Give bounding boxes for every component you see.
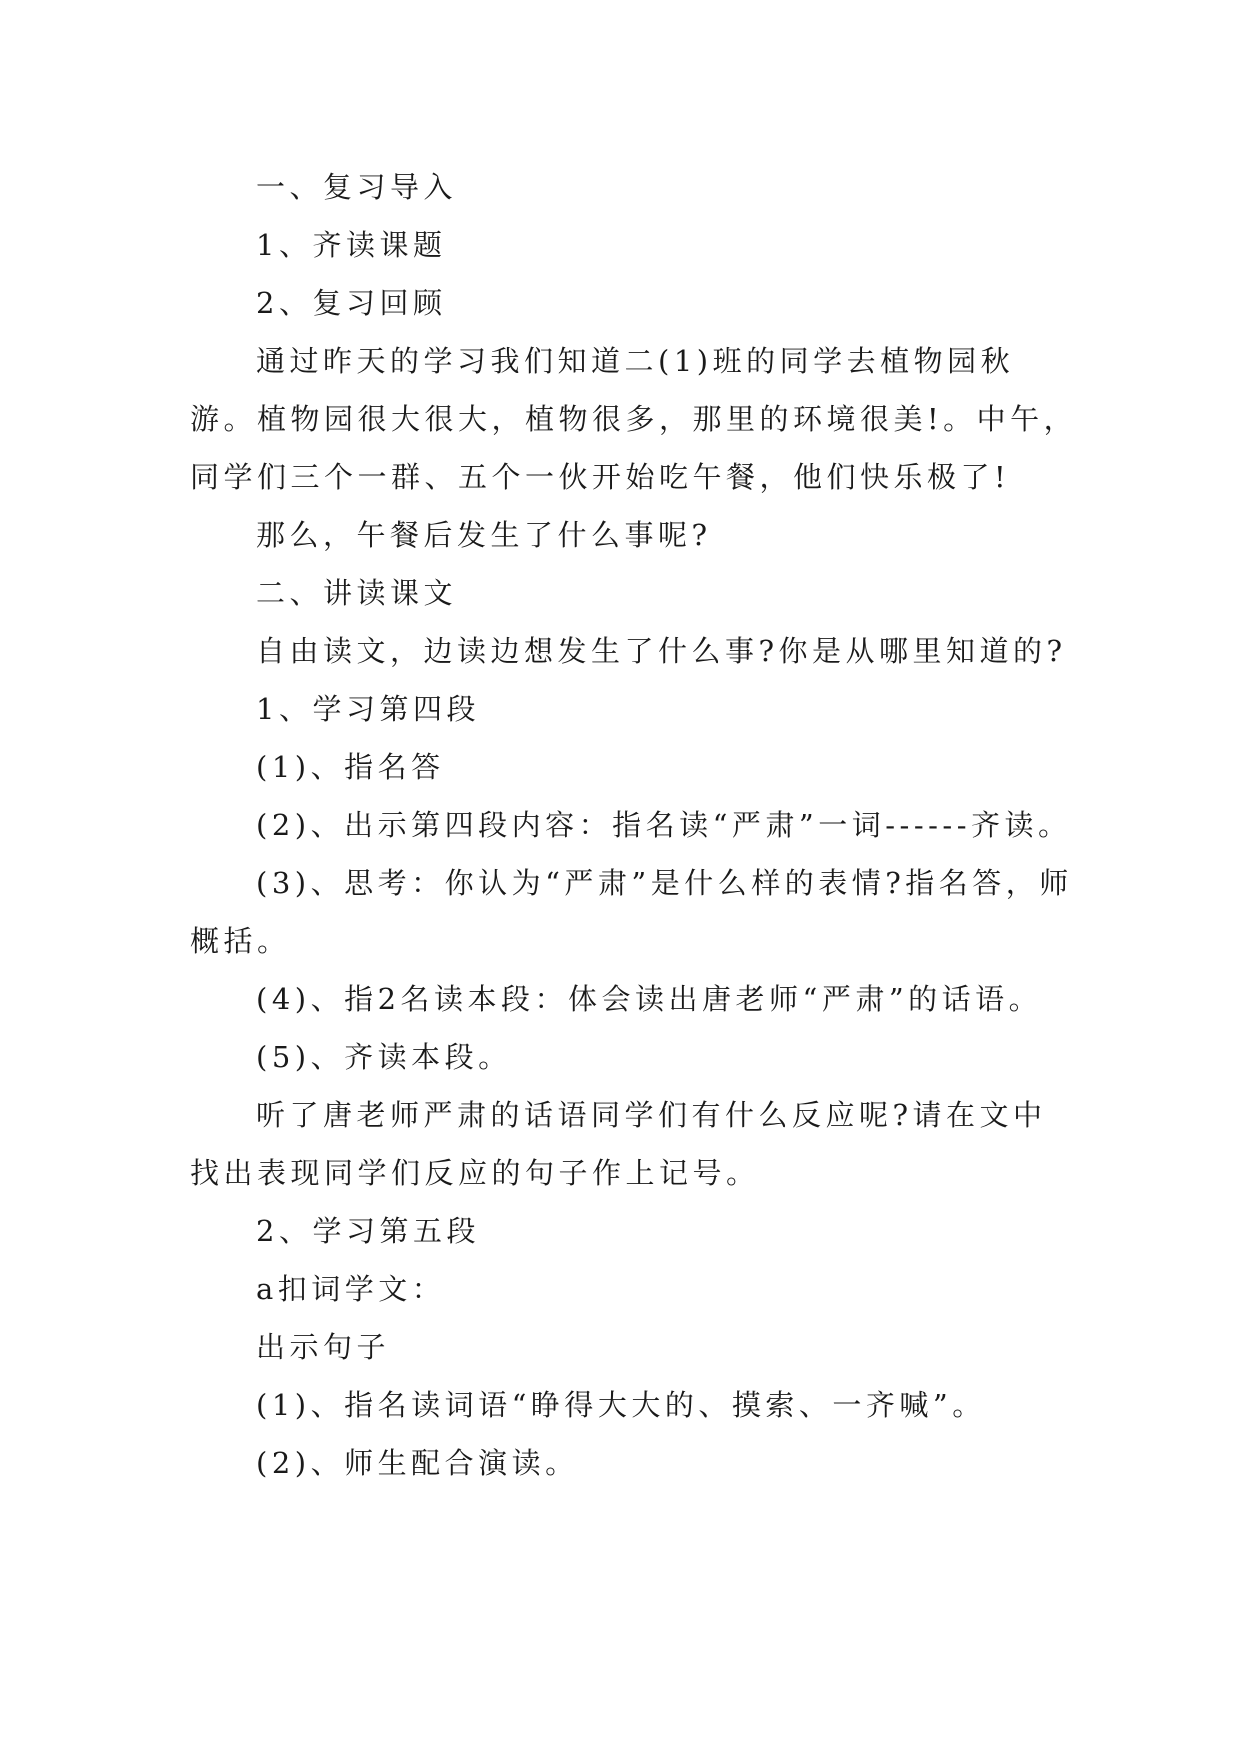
- list-item-section-four: 1、学习第四段: [256, 692, 480, 726]
- section-heading-lecture: 二、讲读课文: [256, 576, 458, 610]
- paragraph-show-sentence: 出示句子: [256, 1330, 391, 1364]
- paragraph-free-reading: 自由读文，边读边想发生了什么事?你是从哪里知道的?: [256, 634, 1067, 668]
- list-item-review: 2、复习回顾: [256, 286, 447, 320]
- sub-item-2: (2)、出示第四段内容：指名读“严肃”一词------齐读。: [256, 808, 1072, 842]
- sub-item-1: (1)、指名答: [256, 750, 445, 784]
- paragraph-question: 那么，午餐后发生了什么事呢?: [256, 518, 712, 552]
- paragraph-recap: 通过昨天的学习我们知道二(1)班的同学去植物园秋游。植物园很大很大，植物很多，那里的环境很美!。中午，同学们三个一群、五个一伙开始吃午餐，他们快乐极了!: [190, 344, 1078, 494]
- sub-item-3: (3)、思考：你认为“严肃”是什么样的表情?指名答，师概括。: [190, 866, 1073, 958]
- sub-item-4: (4)、指2名读本段：体会读出唐老师“严肃”的话语。: [256, 982, 1043, 1016]
- list-item-read-title: 1、齐读课题: [256, 228, 447, 262]
- document-body: [190, 158, 1080, 1492]
- sub-item-read-words: (1)、指名读词语“睁得大大的、摸索、一齐喊”。: [256, 1388, 986, 1422]
- section-heading-review: 一、复习导入: [256, 170, 458, 204]
- sub-item-5: (5)、齐读本段。: [256, 1040, 512, 1074]
- sub-heading-a: a扣词学文：: [256, 1272, 446, 1306]
- list-item-section-five: 2、学习第五段: [256, 1214, 480, 1248]
- sub-item-perform: (2)、师生配合演读。: [256, 1446, 579, 1480]
- paragraph-reaction: 听了唐老师严肃的话语同学们有什么反应呢?请在文中找出表现同学们反应的句子作上记号。: [190, 1098, 1047, 1190]
